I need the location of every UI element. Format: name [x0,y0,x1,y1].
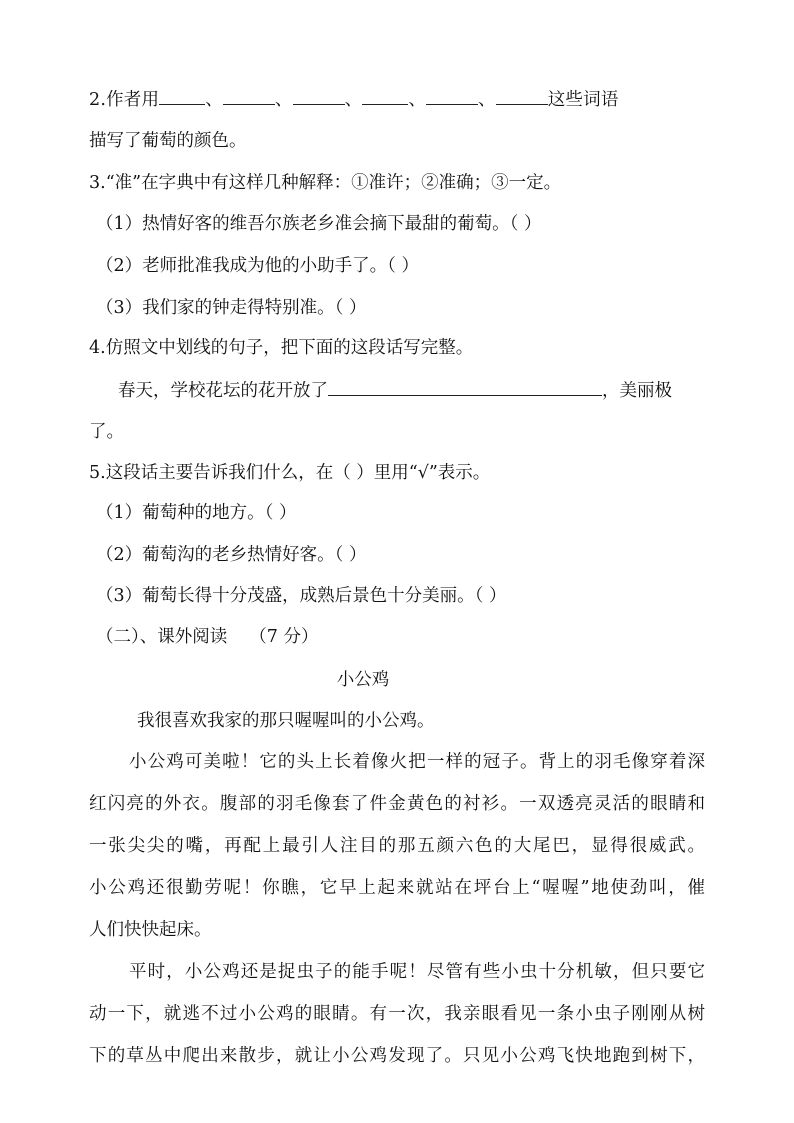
answer-blank[interactable] [362,86,408,105]
question-3-item-2: （2）老师批准我成为他的小助手了。（ ） [96,256,419,276]
separator: 、 [478,90,496,110]
answer-blank[interactable] [426,86,478,105]
story-paragraph-3-line-1: 平时，小公鸡还是捉虫子的能手呢！尽管有些小虫十分机敏，但只要它 [129,962,705,982]
section-score: （7 分） [249,627,319,647]
story-paragraph-3-line-2: 动一下，就逃不过小公鸡的眼睛。有一次，我亲眼看见一条小虫子刚刚从树 [89,1004,705,1024]
question-3-item-3: （3）我们家的钟走得特别准。（ ） [96,298,367,318]
answer-blank[interactable] [159,86,205,105]
story-title: 小公鸡 [336,670,390,690]
answer-blank[interactable] [293,86,345,105]
separator: 、 [344,90,363,110]
question-5-item-1: （1）葡萄种的地方。（ ） [96,503,297,523]
story-paragraph-1: 我很喜欢我家的那只喔喔叫的小公鸡。 [137,711,435,731]
answer-blank[interactable] [496,86,548,105]
question-4-line-2: 了。 [89,422,124,442]
answer-blank[interactable] [223,86,275,105]
question-5-item-3: （3）葡萄长得十分茂盛，成熟后景色十分美丽。（ ） [96,586,507,606]
question-4-stem: 4.仿照文中划线的句子，把下面的这段话写完整。 [89,338,474,358]
answer-blank[interactable] [328,377,602,396]
question-4-prefix: 春天，学校花坛的花开放了 [118,381,328,401]
separator: 、 [408,90,427,110]
separator: 、 [205,90,223,110]
question-4-line-1 [118,377,672,403]
story-paragraph-2-line-5: 人们快快起床。 [89,920,212,940]
question-4-suffix: ，美丽极 [602,381,672,401]
question-5-item-2: （2）葡萄沟的老乡热情好客。（ ） [96,545,367,565]
section-title: （二）、课外阅读 [96,627,228,647]
story-paragraph-2-line-2: 红闪亮的外衣。腹部的羽毛像套了件金黄色的衬衫。一双透亮灵活的眼睛和 [89,794,705,814]
story-paragraph-2-line-1: 小公鸡可美啦！它的头上长着像火把一样的冠子。背上的羽毛像穿着深 [129,752,705,772]
question-5-stem: 5.这段话主要告诉我们什么，在（ ）里用“√”表示。 [89,463,491,483]
question-3-item-1: （1）热情好客的维吾尔族老乡准会摘下最甜的葡萄。（ ） [96,214,542,234]
question-3-stem: 3.“准”在字典中有这样几种解释：①准许；②准确；③一定。 [89,173,562,193]
question-2-line-2: 描写了葡萄的颜色。 [89,131,247,151]
story-paragraph-2-line-4: 小公鸡还很勤劳呢！你瞧，它早上起来就站在坪台上“喔喔”地使劲叫，催 [89,878,705,898]
story-paragraph-3-line-3: 下的草丛中爬出来散步，就让小公鸡发现了。只见小公鸡飞快地跑到树下， [89,1046,705,1066]
story-paragraph-2-line-3: 一张尖尖的嘴，再配上最引人注目的那五颜六色的大尾巴，显得很威武。 [89,836,705,856]
question-2-line-1 [89,86,705,112]
separator: 、 [274,90,293,110]
question-2-prefix: 2.作者用 [89,90,160,110]
section-heading [96,625,318,649]
question-2-suffix: 这些词语 [547,90,619,110]
